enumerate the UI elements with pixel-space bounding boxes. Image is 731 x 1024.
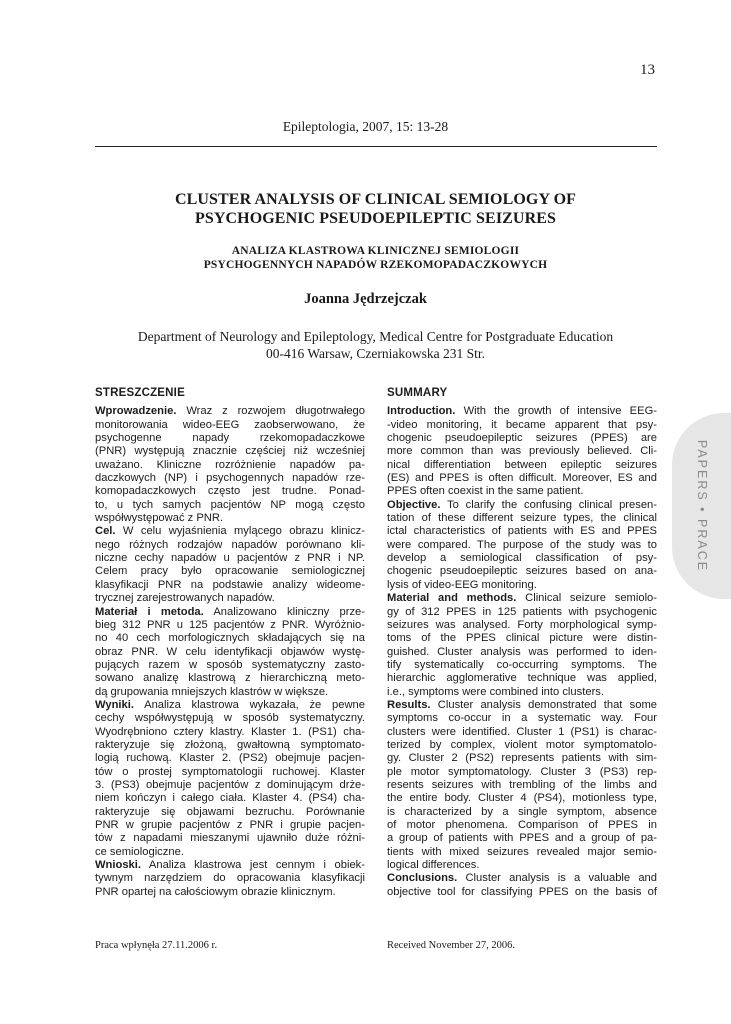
abstract-line [95,432,365,445]
material-i-metoda-text: pujących razem w sposób systematyczny zasto- [95,658,365,671]
abstract-line [387,606,657,619]
conclusions-text: Cluster analysis is a valuable and [465,872,658,885]
results-text: resents seizures with trembling of the limbs and [387,778,657,791]
paper-title-line-1: CLUSTER ANALYSIS OF CLINICAL SEMIOLOGY OF [174,191,577,208]
abstract-line [387,592,657,605]
material-and-methods-text: i.e., symptoms were combined into clusters. [387,685,604,698]
cel-label: Cel. [95,525,116,538]
abstract-line [387,552,657,565]
abstract-line [387,646,657,659]
material-and-methods-text: seizures was analysed. Forty morphological symp- [387,618,657,631]
abstract-line [95,539,365,552]
results-text: ple motor symptomatology. Cluster 3 (PS3) rep- [387,765,657,778]
abstract-line [95,565,365,578]
abstract-line [387,512,657,525]
wnioski-text: PNR opartej na całościowym obrazie klinicznym. [95,885,336,898]
streszczenie-heading: STRESZCZENIE [95,387,185,399]
abstract-line [387,779,657,792]
journal-reference: Epileptologia, 2007, 15: 13-28 [282,119,449,134]
abstract-line [95,552,365,565]
material-and-methods-label: Material and methods. [387,592,517,605]
results-text: Cluster analysis demonstrated that some [437,698,658,711]
introduction-text: -video monitoring, it became apparent that psy- [387,418,657,431]
abstract-line [95,726,365,739]
material-i-metoda-text: dą grupowania mniejszych klastrów w większe. [95,685,329,698]
summary-heading: SUMMARY [387,387,448,399]
results-text: clusters were identified. Cluster 1 (PS1) is charac- [387,725,657,738]
affiliation-line-2: 00-416 Warsaw, Czerniakowska 231 Str. [266,346,485,361]
abstract-line [95,792,365,805]
cel-text: trycznej zarejestrowanych napadów. [95,592,275,605]
cel-text: niczne cechy napadów u pacjentów z PNR i NP. [95,552,365,565]
abstract-line [95,485,365,498]
material-i-metoda-text: obraz PNR. W celu identyfikacji objawów wystę- [95,645,365,658]
material-and-methods-text: hierarchic agglomerative technique was applied, [387,672,657,685]
paper-subtitle-line-1: ANALIZA KLASTROWA KLINICZNEJ SEMIOLOGII [231,245,520,257]
affiliation [60,328,691,362]
conclusions-text: objective tool for classifying PPES on the basis of [387,885,657,898]
abstract-line [387,472,657,485]
material-and-methods-text: gy of 312 PPES in 125 patients with psychogenic [387,605,657,618]
introduction-text: chogenic pseudoepileptic seizures (PPES) are [387,432,657,445]
abstract-line [387,499,657,512]
page-number: 13 [640,62,655,78]
abstract-line [95,886,365,899]
results-text: the entire body. Cluster 4 (PS4), motionless type, [387,792,657,805]
introduction-text: more common than was previously believed. Cli- [387,445,657,458]
objective-text: To clarify the confusing clinical presen- [447,498,657,511]
abstract-line [95,672,365,685]
abstract-line [95,819,365,832]
objective-text: develop a semiological classification of psy- [387,552,657,565]
material-i-metoda-text: Analizowano kliniczny prze- [213,605,365,618]
affiliation-line-1: Department of Neurology and Epileptology, Medical Centre for Postgraduate Education [137,329,614,344]
abstract-line [95,712,365,725]
wprowadzenie-label: Wprowadzenie. [95,405,177,418]
wprowadzenie-text: (PNR) występują znacznie częściej niż wcześniej [95,445,365,458]
abstract-line [387,739,657,752]
cel-text: Celem pracy było opracowanie semiologicznej [95,565,365,578]
wyniki-text: ce semiologiczne. [95,845,184,858]
wnioski-text: Analiza klastrowa jest cennym i obiek- [148,859,365,872]
abstract-line [387,405,657,418]
abstract-line [387,579,657,592]
abstract-line [387,872,657,885]
results-text: is characterized by a single symptom, absence [387,805,657,818]
side-tab-label: PAPERS • PRACE [695,439,709,573]
introduction-text: PPES often coexist in the same patient. [387,485,584,498]
abstract-line [387,859,657,872]
abstract-line [387,459,657,472]
paper-title [60,190,691,228]
introduction-label: Introduction. [387,405,456,418]
material-i-metoda-text: sowano analizę klastrową z hierarchiczną meto- [95,672,365,685]
results-text: tients with mixed seizures revealed major semio- [387,845,657,858]
cel-text: W celu wyjaśnienia mylącego obrazu klinicz- [122,525,366,538]
objective-label: Objective. [387,498,441,511]
abstract-line [95,806,365,819]
material-and-methods-text: Clinical seizure semiolo- [525,592,657,605]
abstract-line [95,739,365,752]
abstract-line [95,872,365,885]
wyniki-text: 3. (PS3) obejmuje pacjentów z dominującym drże- [95,778,365,791]
wprowadzenie-text: współwystępować z PNR. [95,512,224,525]
wyniki-text: rakteryzuje się złożoną, gwałtowną symptomato- [95,738,365,751]
abstract-line [387,846,657,859]
wyniki-text: cechy współwystępują w sposób systematyczny. [95,712,365,725]
abstract-line [387,565,657,578]
wyniki-text: Analiza klastrowa wykazała, że pewne [144,698,365,711]
wprowadzenie-text: monitorowania wideo-EEG zaobserwowano, że [95,418,365,431]
paper-title-line-2: PSYCHOGENIC PSEUDOEPILEPTIC SEIZURES [194,210,556,227]
results-label: Results. [387,698,431,711]
paper-subtitle-line-2: PSYCHOGENNYCH NAPADÓW RZEKOMOPADACZKOWYCH [203,259,548,271]
abstract-line [95,499,365,512]
abstract-line [95,779,365,792]
author-name: Joanna Jędrzejczak [304,291,427,307]
results-text: terized by complex, violent motor symptomatolo- [387,738,657,751]
wprowadzenie-text: komopadaczkowych często jest trudne. Ponad- [95,485,365,498]
abstract-line [95,632,365,645]
wprowadzenie-text: daczkowych (NP) i psychogennych napadów rze- [95,472,365,485]
wyniki-text: rakteryzuje się objawami bezruchu. Porównanie [95,805,365,818]
abstract-line [95,659,365,672]
wyniki-text: Wyodrębniono cztery klastry. Klaster 1. (PS1) cha- [95,725,365,738]
abstract-line [95,859,365,872]
results-text: symptoms co-occur in a systematic way. Four [387,712,657,725]
results-text: logical differences. [387,859,480,872]
wprowadzenie-text: uważano. Kliniczne rozróżnienie napadów pa- [95,458,365,471]
abstract-line [95,606,365,619]
material-i-metoda-label: Materiał i metoda. [95,605,204,618]
abstract-line [387,699,657,712]
material-and-methods-text: tify systematically co-occurring symptoms. The [387,658,657,671]
abstract-line [95,832,365,845]
material-i-metoda-text: bieg 312 PNR u 125 pacjentów z PNR. Wyróżnio- [95,618,365,631]
material-and-methods-text: guished. Cluster analysis was performed to iden- [387,645,657,658]
abstract-line [387,672,657,685]
header-rule [95,146,657,147]
abstract-line [387,659,657,672]
wyniki-text: tów z napadami mieszanymi ujawniło duże różni- [95,832,365,845]
wyniki-label: Wyniki. [95,698,134,711]
abstract-line [387,539,657,552]
abstract-line [95,752,365,765]
abstract-line [387,806,657,819]
abstract-line [95,472,365,485]
results-text: gy. Cluster 2 (PS2) represents patients with sim- [387,752,657,765]
results-text: of motor phenomena. Comparison of PPES in [387,819,657,831]
abstract-line [95,525,365,538]
abstract-line [95,579,365,592]
abstract-line [387,712,657,725]
footer-received-en: Received November 27, 2006. [387,940,516,951]
abstract-line [387,832,657,845]
objective-text: chogenic pseudoepileptic seizures based on ana- [387,565,657,578]
abstract-line [387,485,657,498]
wnioski-text: tywnym narzędziem do opracowania klasyfikacji [95,872,365,885]
cel-text: klasyfikacji PNR na podstawie analizy wideome- [95,578,365,591]
abstract-line [387,619,657,632]
wprowadzenie-text: Wraz z rozwojem długotrwałego [186,405,365,418]
abstract-line [95,592,365,605]
wyniki-text: logią ruchową. Klaster 2. (PS2) obejmuje pacjen- [95,752,365,765]
abstract-line [387,726,657,739]
wnioski-label: Wnioski. [95,859,141,872]
results-text: a group of patients with PPES and a group of pa- [387,832,657,845]
material-i-metoda-text: no 40 cech morfologicznych składających się na [95,632,365,645]
abstract-line [387,419,657,432]
introduction-text: (ES) and PPES is often difficult. Moreover, ES and [387,472,657,485]
wyniki-text: PNR w grupie pacjentów z PNR i grupie pacjen- [95,819,365,831]
abstract-line [95,459,365,472]
abstract-line [95,419,365,432]
abstract-line [387,886,657,899]
abstract-line [387,819,657,832]
abstract-line [95,766,365,779]
material-and-methods-text: toms of the PPES clinical picture were distin- [387,632,657,645]
abstract-line [95,699,365,712]
wyniki-text: tów o prostej symptomatologii ruchowej. Klaster [95,765,365,778]
introduction-text: nical differentiation between epileptic seizures [387,458,657,471]
cel-text: nego różnych rodzajów napadów porównano kli- [95,538,365,551]
wyniki-text: niem kończyn i całego ciała. Klaster 4. (PS4) cha- [95,792,365,805]
wprowadzenie-text: to, u tych samych pacjentów NP mogą często [95,498,365,511]
conclusions-label: Conclusions. [387,872,458,885]
abstract-line [95,846,365,859]
streszczenie-column [95,387,365,899]
wprowadzenie-text: psychogenne napady rzekomopadaczkowe [95,432,365,445]
abstract-line [95,512,365,525]
abstract-line [387,445,657,458]
abstract-line [95,405,365,418]
objective-text: ictal characteristics of patients with ES and PPES [387,525,657,538]
abstract-line [95,445,365,458]
abstract-line [387,752,657,765]
abstract-line [387,686,657,699]
objective-text: lysis of video-EEG monitoring. [387,578,537,591]
abstract-line [387,632,657,645]
abstract-line [387,792,657,805]
introduction-text: With the growth of intensive EEG- [463,405,657,418]
objective-text: were compared. The purpose of the study was to [387,538,657,551]
abstract-line [387,525,657,538]
objective-text: tation of these different seizure types, the clinical [387,512,657,525]
abstract-line [387,766,657,779]
abstract-line [95,619,365,632]
abstract-line [95,686,365,699]
paper-subtitle [60,244,691,272]
abstract-line [95,646,365,659]
abstract-line [387,432,657,445]
summary-column [387,387,657,899]
footer-received-pl: Praca wpłynęła 27.11.2006 r. [95,940,218,951]
